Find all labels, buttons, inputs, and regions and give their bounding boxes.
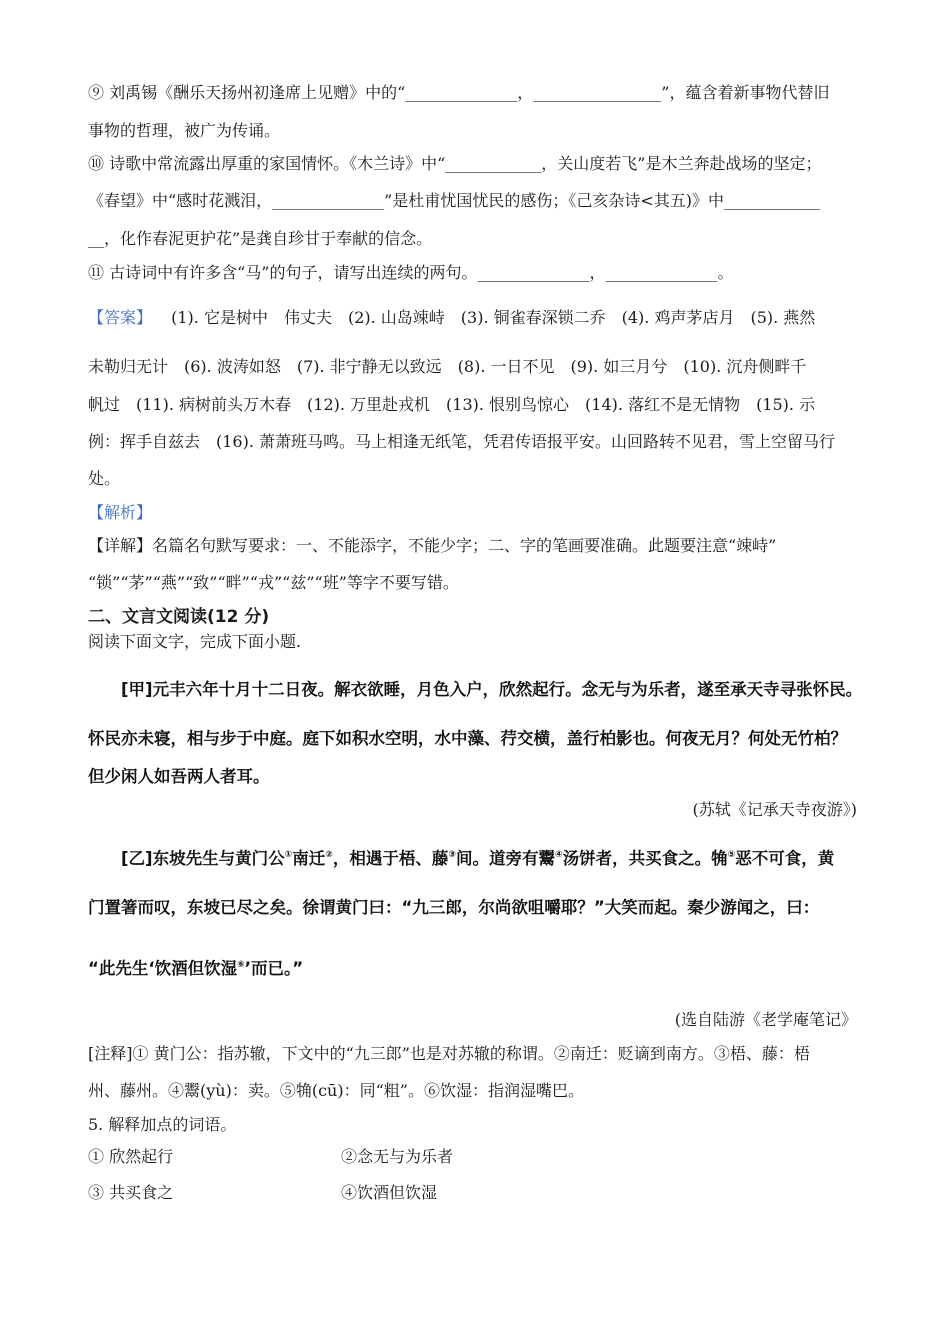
- section-heading: 二、文言文阅读(12 分): [88, 607, 270, 627]
- analysis-detail-line-1: 【详解】名篇名句默写要求：一、不能添字，不能少字；二、字的笔画要准确。此题要注意“竦峙”: [88, 536, 777, 555]
- passage-yi-text: [乙]东坡先生与黄门公: [121, 849, 285, 868]
- footnote-marker: ⑥: [237, 960, 245, 970]
- passage-yi-text: 汤饼者，共买食之。觕: [562, 849, 728, 868]
- passage-yi-text: “此先生‘饮酒但饮湿: [88, 959, 238, 978]
- section-instruction: 阅读下面文字，完成下面小题.: [88, 632, 302, 651]
- answer-line-1: [88, 305, 815, 328]
- answer-line-3: 帆过 (11). 病树前头万木春 (12). 万里赴戎机 (13). 恨别鸟惊心 (14). 落红不是无情物 (15). 示: [88, 395, 816, 414]
- analysis-tag: 【解析】: [88, 503, 153, 522]
- question-10-line-3: __，化作春泥更护花”是龚自珍甘于奉献的信念。: [88, 229, 433, 248]
- question-10-line-2: 《春望》中“感时花溅泪，______________”是杜甫忧国忧民的感伤；《己亥杂诗<其五)》中____________: [88, 191, 821, 210]
- passage-jia-source: (苏轼《记承天寺夜游》): [692, 800, 857, 819]
- question-9-line-2: 事物的哲理，被广为传诵。: [88, 121, 281, 140]
- answer-line-4: 例：挥手自兹去 (16). 萧萧班马鸣。马上相逢无纸笔，凭君传语报平安。山回路转不见君，雪上空留马行: [88, 432, 836, 451]
- footnote-marker: ③: [448, 850, 456, 860]
- question-11-line-1: ⑪ 古诗词中有许多含“马”的句子，请写出连续的两句。______________，______________。: [88, 263, 734, 282]
- footnote-marker: ⑤: [727, 850, 736, 860]
- answer-text: (1). 它是树中 伟丈夫 (2). 山岛竦峙 (3). 铜雀春深锁二乔 (4). 鸡声茅店月 (5). 燕然: [171, 308, 816, 327]
- passage-jia-line-3: 但少闲人如吾两人者耳。: [88, 767, 270, 786]
- passage-yi-source: (选自陆游《老学庵笔记》: [674, 1010, 857, 1029]
- question-5-item-2: ②念无与为乐者: [341, 1147, 454, 1166]
- question-5-item-4: ④饮酒但饮湿: [341, 1183, 438, 1202]
- notes-line-1: [注释]① 黄门公：指苏辙，下文中的“九三郎”也是对苏辙的称谓。②南迁：贬谪到南方。③梧、藤：梧: [88, 1044, 810, 1063]
- question-5-title: 5. 解释加点的词语。: [88, 1115, 237, 1134]
- passage-jia-line-1: [甲]元丰六年十月十二日夜。解衣欲睡，月色入户，欣然起行。念无与为乐者，遂至承天寺寻张怀民。: [121, 680, 863, 699]
- answer-line-5: 处。: [88, 469, 121, 488]
- passage-jia-line-2: 怀民亦未寝，相与步于中庭。庭下如积水空明，水中藻、荇交横，盖行柏影也。何夜无月？何处无竹柏？: [88, 729, 847, 748]
- passage-yi-text: 间。道旁有鬻: [455, 849, 555, 868]
- notes-line-2: 州、藤州。④鬻(yù)：卖。⑤觕(cū)：同“粗”。⑥饮湿：指润湿嘴巴。: [88, 1081, 584, 1100]
- question-9-line-1: ⑨ 刘禹锡《酬乐天扬州初逢席上见赠》中的“______________，________________”，蕴含着新事物代替旧: [88, 83, 830, 102]
- footnote-marker: ②: [325, 850, 333, 860]
- passage-yi-text: ’而已。”: [244, 959, 304, 978]
- passage-yi-text: 南迁: [292, 849, 326, 868]
- passage-yi-text: ，相遇于梧、藤: [332, 849, 449, 868]
- footnote-marker: ①: [284, 850, 293, 860]
- passage-yi-line-2: 门置箸而叹，东坡已尽之矣。徐谓黄门曰：“九三郎，尔尚欲咀嚼耶？”大笑而起。秦少游闻之，曰：: [88, 898, 820, 917]
- question-10-line-1: ⑩ 诗歌中常流露出厚重的家国情怀。《木兰诗》中“____________，关山度若飞”是木兰奔赴战场的坚定；: [88, 154, 822, 173]
- passage-yi-line-3: [88, 955, 303, 979]
- footnote-marker: ④: [554, 850, 563, 860]
- answer-line-2: 未勒归无计 (6). 波涛如怒 (7). 非宁静无以致远 (8). 一日不见 (9). 如三月兮 (10). 沉舟侧畔千: [88, 357, 807, 376]
- passage-yi-line-1: [121, 845, 834, 869]
- passage-yi-text: 恶不可食，黄: [735, 849, 835, 868]
- answer-tag: 【答案】: [88, 308, 153, 327]
- analysis-detail-line-2: “锁”“茅”“燕”“致”“畔”“戎”“兹”“班”等字不要写错。: [88, 573, 459, 592]
- question-5-item-3: ③ 共买食之: [88, 1183, 174, 1202]
- question-5-item-1: ① 欣然起行: [88, 1147, 174, 1166]
